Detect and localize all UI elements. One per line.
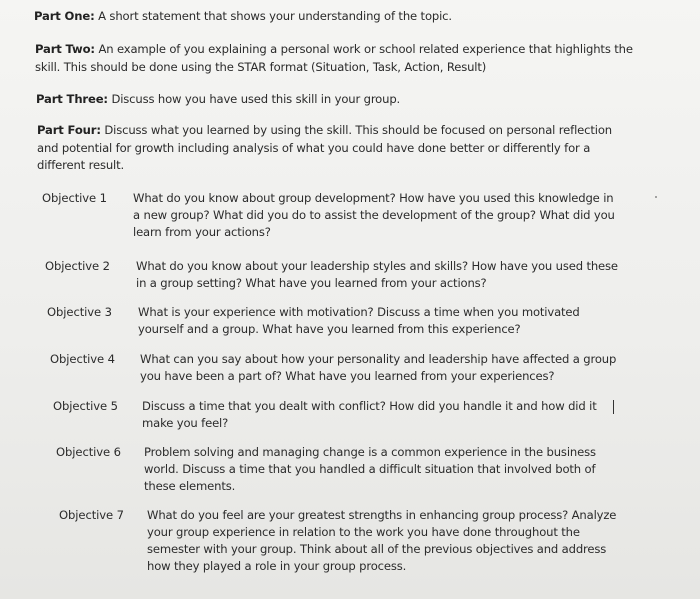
objective-5-text [142, 398, 622, 432]
objective-2-text: What do you know about your leadership styles and skills? How have you used these in a group setting? What have you learned from your actions? [136, 259, 618, 290]
part-one-label: Part One: [34, 9, 95, 23]
objective-6-label: Objective 6 [56, 445, 121, 459]
paper-speck [655, 196, 657, 198]
objective-6-text: Problem solving and managing change is a common experience in the business world. Discuss a time that you handled a difficult situation that involved both of these elements. [144, 445, 596, 493]
part-one [34, 8, 634, 26]
objective-2-label: Objective 2 [45, 259, 110, 273]
objective-1-label: Objective 1 [42, 191, 107, 205]
part-three-text: Discuss how you have used this skill in your group. [107, 92, 401, 106]
part-two-text: An example of you explaining a personal work or school related experience that highlights the skill. This should be done using the STAR format (Situation, Task, Action, Result) [35, 42, 633, 74]
part-two-label: Part Two: [35, 42, 95, 56]
objective-5-text-content: Discuss a time that you dealt with conflict? How did you handle it and how did it make you feel? [142, 399, 597, 430]
objective-3-text: What is your experience with motivation? Discuss a time when you motivated yourself and a group. What have you learned from this experience? [138, 305, 580, 336]
part-one-text: A short statement that shows your understanding of the topic. [94, 9, 452, 23]
objective-5-label: Objective 5 [53, 399, 118, 413]
part-four [37, 122, 635, 175]
part-three-label: Part Three: [36, 92, 108, 106]
part-three [36, 91, 636, 109]
part-four-label: Part Four: [37, 123, 101, 137]
objective-7-text: What do you feel are your greatest strengths in enhancing group process? Analyze your group experience in relation to the work you have done throughout the semester with your group. Think about all of the previous objectives and address how they played a role in your group process. [147, 508, 617, 573]
objective-7-label: Objective 7 [59, 508, 124, 522]
objective-3-label: Objective 3 [47, 305, 112, 319]
objective-4-label: Objective 4 [50, 352, 115, 366]
objective-4-text: What can you say about how your personality and leadership have affected a group you have been a part of? What have you learned from your experiences? [140, 352, 617, 383]
objective-1-text: What do you know about group development? How have you used this knowledge in a new group? What did you do to assist the development of the group? What did you learn from your actions? [133, 191, 615, 239]
part-two [35, 41, 637, 76]
text-cursor [613, 400, 614, 414]
part-four-text: Discuss what you learned by using the skill. This should be focused on personal reflection and potential for growth including analysis of what you could have done better or differently for a different result. [37, 123, 612, 172]
